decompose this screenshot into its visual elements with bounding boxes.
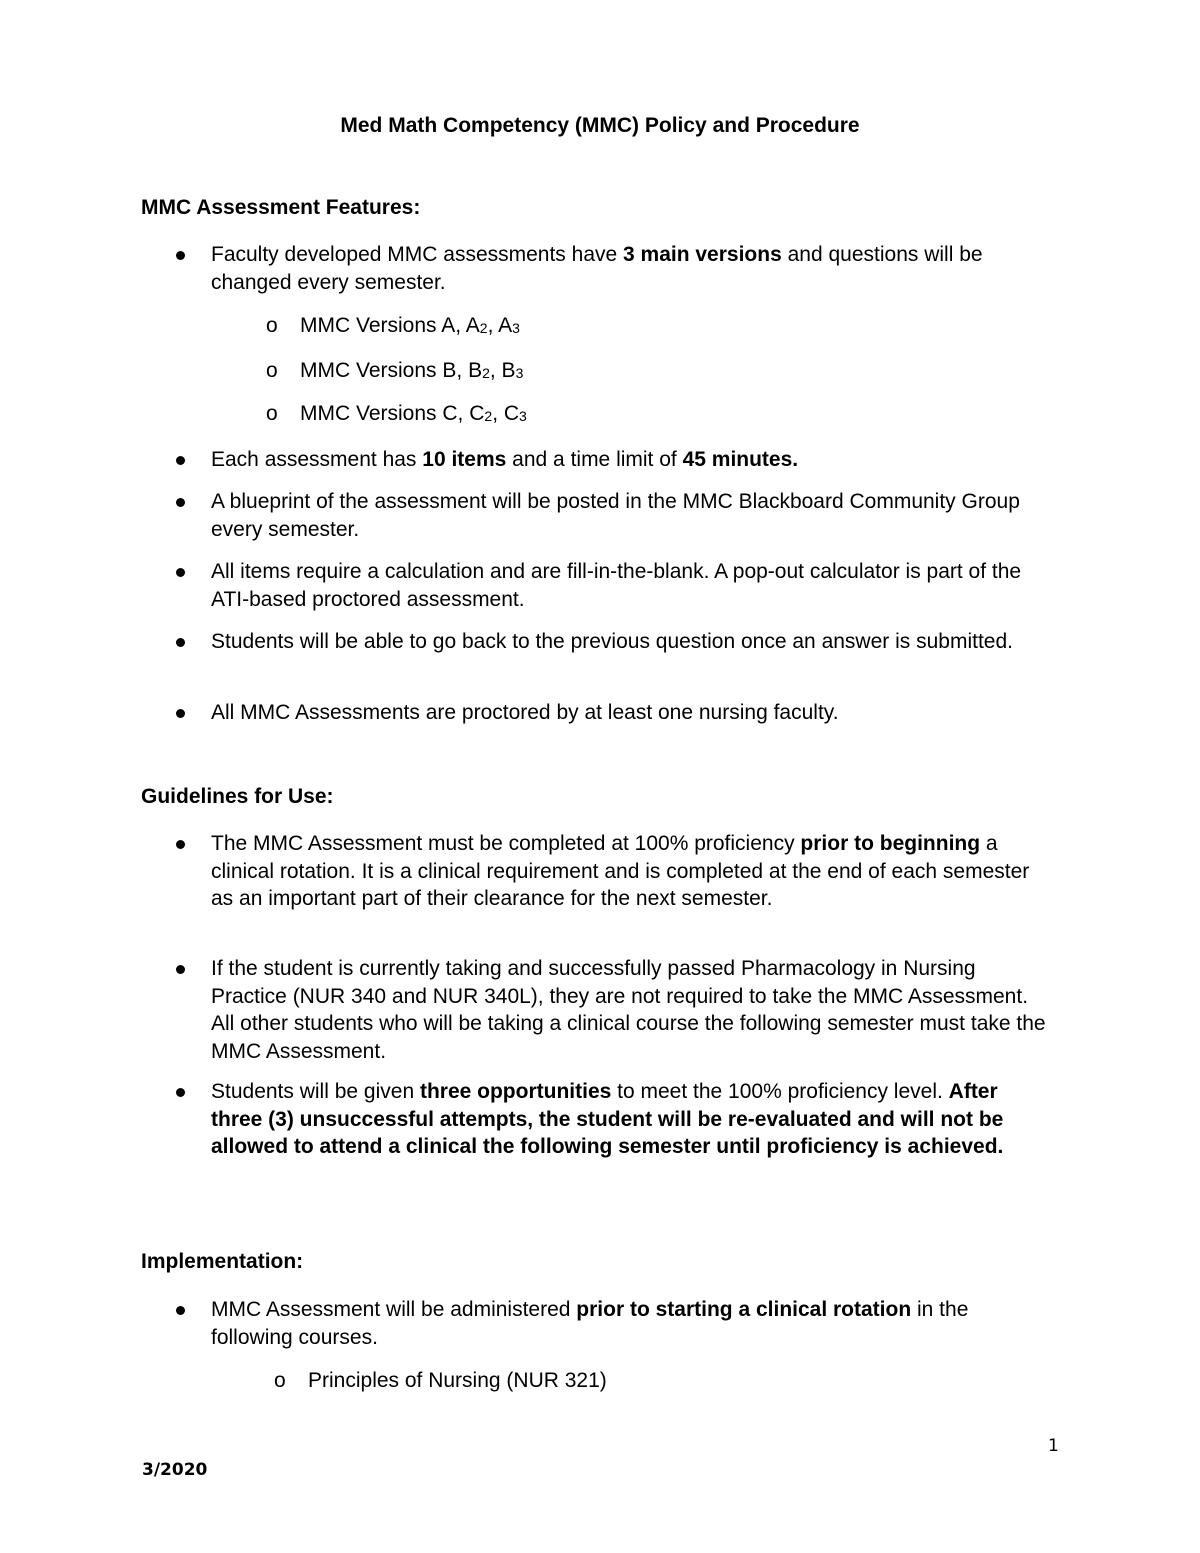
footer-date: 3/2020	[142, 1460, 208, 1480]
bullet-icon	[176, 709, 185, 718]
list-item: Each assessment has 10 items and a time limit of 45 minutes.	[170, 446, 1050, 474]
bullet-icon	[176, 456, 185, 465]
section-heading-implementation: Implementation:	[141, 1250, 304, 1273]
circle-bullet-icon: o	[266, 359, 278, 382]
circle-bullet-icon: o	[266, 402, 278, 425]
list-item: The MMC Assessment must be completed at 100% proficiency prior to beginning a clinical rotation. It is a clinical requirement and is completed at the end of each semester as an important part of their clearance for the next semester.	[170, 830, 1050, 913]
list-item: If the student is currently taking and successfully passed Pharmacology in Nursing Practice (NUR 340 and NUR 340L), they are not required to take the MMC Assessment. All other students who will be taking a clinical course the following semester must take the MMC Assessment.	[170, 955, 1050, 1065]
circle-bullet-icon: o	[274, 1369, 286, 1392]
list-item: Students will be able to go back to the previous question once an answer is submitted.	[170, 628, 1050, 656]
page-number: 1	[1048, 1436, 1059, 1456]
bullet-icon	[176, 1088, 185, 1097]
bullet-icon	[176, 251, 185, 260]
bullet-icon	[176, 1306, 185, 1315]
section-heading-features: MMC Assessment Features:	[141, 196, 421, 219]
bullet-icon	[176, 840, 185, 849]
document-page: Med Math Competency (MMC) Policy and Procedure MMC Assessment Features: Faculty developed MMC assessments have 3 main versions and questions will be changed every semester. o MMC Versions A, $A_2$, $A_3$ o MMC Versions B, $B_2$, $B_3$ o MMC Versions C, $C_2$, $C_3$ Each assessment has 10 items and a time limit of 45 minutes. A blueprint of the assessment will be posted in the MMC Blackboard Community Group every semester. All items require a calculation and are fill-in-the-blank. A pop-out calculator is part of the ATI-based proctored assessment. Students will be able to go back to the previous question once an answer is submitted. All MMC Assessments are proctored by at least one nursing faculty. Guidelines for Use: The MMC Assessment must be completed at 100% proficiency prior to beginning a clinical rotation. It is a clinical requirement and is completed at the end of each semester as an important part of their clearance for the next semester. If the student is currently taking and successfully passed Pharmacology in Nursing Practice (NUR 340 and NUR 340L), they are not required to take the MMC Assessment. All other students who will be taking a clinical course the following semester must take the MMC Assessment. Students will be given three opportunities to meet the 100% proficiency level. After three (3) unsuccessful attempts, the student will be re-evaluated and will not be allowed to attend a clinical the following semester until proficiency is achieved. Implementation: MMC Assessment will be administered prior to starting a clinical rotation in the following courses. o Principles of Nursing (NUR 321) 1 3/2020	[0, 0, 1200, 1553]
bullet-icon	[176, 568, 185, 577]
list-item: Students will be given three opportunities to meet the 100% proficiency level. After three (3) unsuccessful attempts, the student will be re-evaluated and will not be allowed to attend a clinical the following semester until proficiency is achieved.	[170, 1078, 1050, 1161]
bullet-icon	[176, 965, 185, 974]
bullet-icon	[176, 498, 185, 507]
section-heading-guidelines: Guidelines for Use:	[141, 785, 334, 808]
list-item: MMC Assessment will be administered prior to starting a clinical rotation in the following courses.	[170, 1296, 1050, 1351]
bullet-icon	[176, 638, 185, 647]
circle-bullet-icon: o	[266, 314, 278, 337]
list-item: All items require a calculation and are fill-in-the-blank. A pop-out calculator is part of the ATI-based proctored assessment.	[170, 558, 1050, 613]
list-item: Faculty developed MMC assessments have 3 main versions and questions will be changed every semester.	[170, 241, 1050, 296]
list-item: A blueprint of the assessment will be posted in the MMC Blackboard Community Group every semester.	[170, 488, 1050, 543]
document-title: Med Math Competency (MMC) Policy and Procedure	[340, 114, 860, 137]
list-item: All MMC Assessments are proctored by at least one nursing faculty.	[170, 699, 1050, 727]
